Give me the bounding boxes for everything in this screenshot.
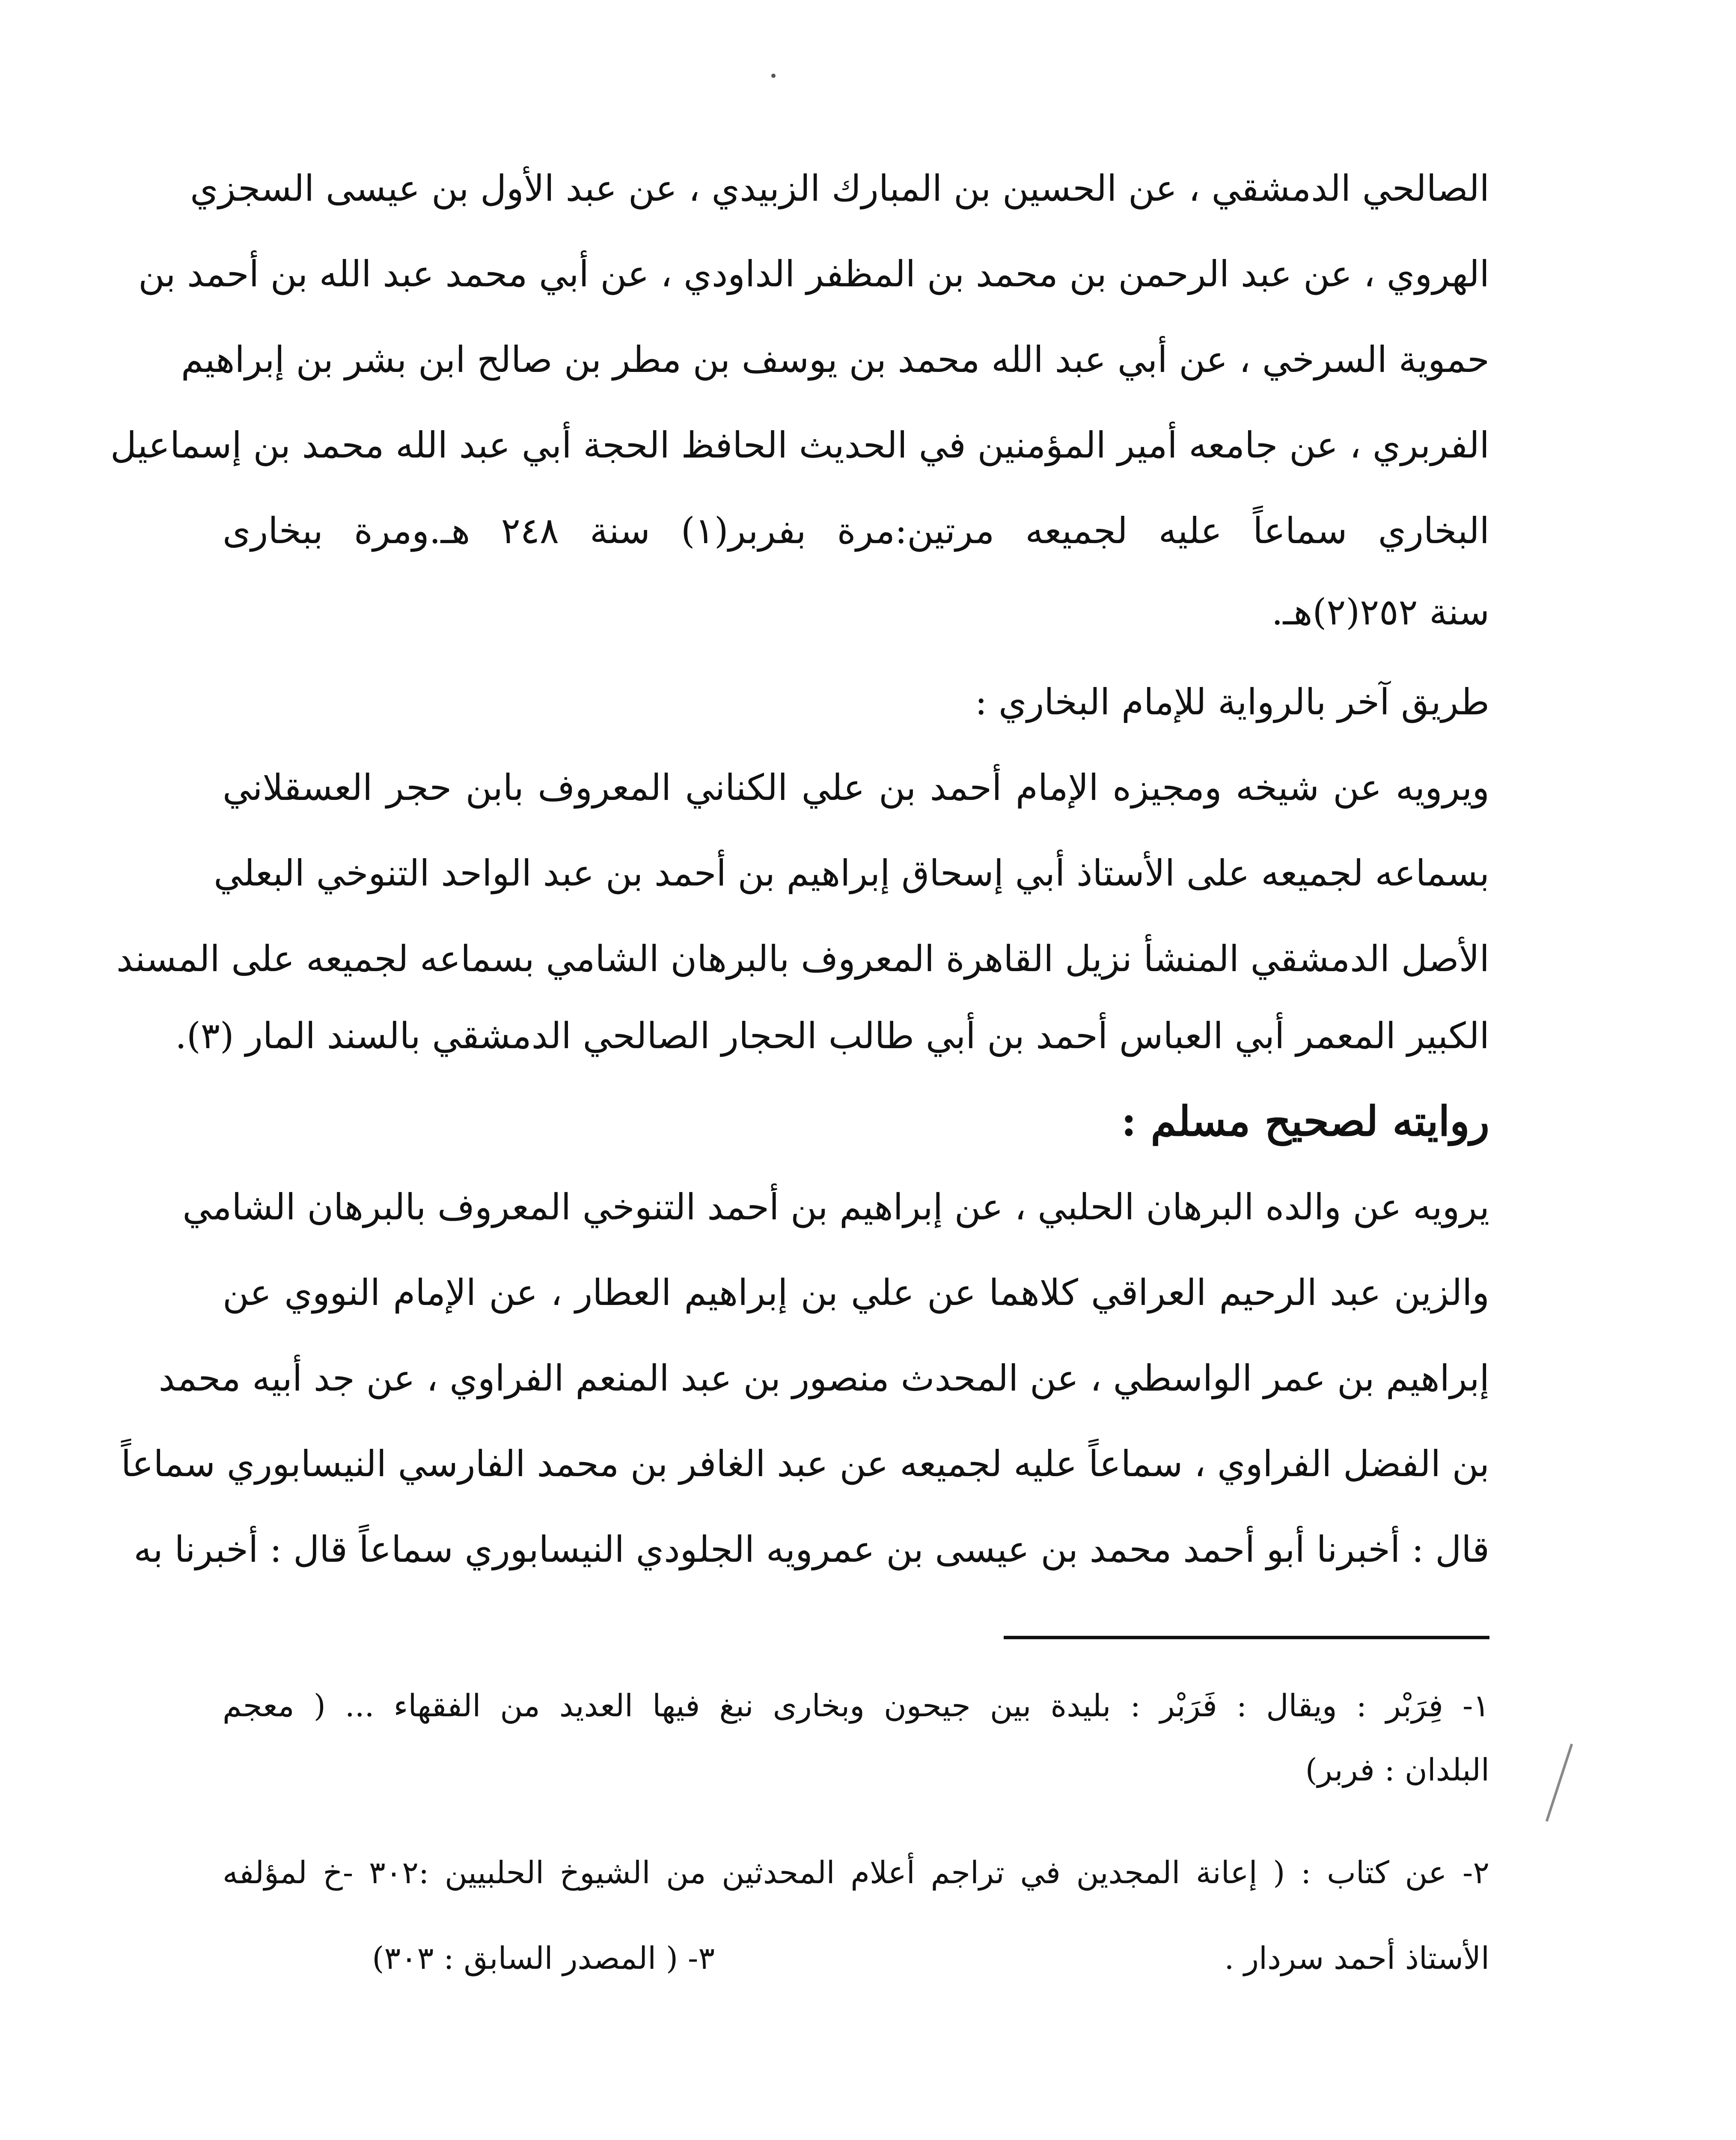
footnote-line: ٢- عن كتاب : ( إعانة المجدين في تراجم أعلام المحدثين من الشيوخ الحلبيين :٣٠٢ -خ لمؤلفه: [223, 1855, 1489, 1890]
footnote-separator: [1004, 1636, 1489, 1639]
footnote-line: الأستاذ أحمد سردار .: [1224, 1940, 1489, 1976]
footnote-3: ٣- ( المصدر السابق : ٣٠٣): [372, 1940, 715, 1976]
text-line: والزين عبد الرحيم العراقي كلاهما عن علي بن إبراهيم العطار ، عن الإمام النووي عن: [223, 1272, 1489, 1314]
text-line: إبراهيم بن عمر الواسطي ، عن المحدث منصور بن عبد المنعم الفراوي ، عن جد أبيه محمد: [158, 1357, 1489, 1399]
text-line: الفربري ، عن جامعه أمير المؤمنين في الحديث الحافظ الحجة أبي عبد الله محمد بن إسماعيل: [110, 424, 1489, 466]
text-line: حموية السرخي ، عن أبي عبد الله محمد بن يوسف بن مطر بن صالح ابن بشر بن إبراهيم: [181, 339, 1489, 380]
text-line: ويرويه عن شيخه ومجيزه الإمام أحمد بن علي الكناني المعروف بابن حجر العسقلاني: [223, 767, 1489, 808]
text-line: الأصل الدمشقي المنشأ نزيل القاهرة المعروف بالبرهان الشامي بسماعه لجميعه على المسند: [116, 938, 1489, 980]
text-line: قال : أخبرنا أبو أحمد محمد بن عيسى بن عمرويه الجلودي النيسابوري سماعاً قال : أخبرنا به: [134, 1528, 1489, 1570]
footnote-line: البلدان : فربر): [1305, 1752, 1489, 1788]
text-line: الصالحي الدمشقي ، عن الحسين بن المبارك الزبيدي ، عن عبد الأول بن عيسى السجزي: [190, 167, 1489, 209]
text-line: البخاري سماعاً عليه لجميعه مرتين:مرة بفربر(١) سنة ٢٤٨ هـ.ومرة ببخارى: [223, 510, 1489, 552]
text-line: بن الفضل الفراوي ، سماعاً عليه لجميعه عن عبد الغافر بن محمد الفارسي النيسابوري سماعاً: [121, 1443, 1489, 1485]
footnote-line: ١- فِرَبْر : ويقال : فَرَبْر : بليدة بين جيحون وبخارى نبغ فيها العديد من الفقهاء ... ( معجم: [223, 1688, 1489, 1724]
text-line: الكبير المعمر أبي العباس أحمد بن أبي طالب الحجار الصالحي الدمشقي بالسند المار (٣).: [175, 1015, 1489, 1057]
text-line: سنة ٢٥٢(٢)هـ.: [1271, 591, 1489, 633]
margin-mark: [1546, 1744, 1573, 1822]
section-title: طريق آخر بالرواية للإمام البخاري :: [975, 681, 1489, 723]
text-line: الهروي ، عن عبد الرحمن بن محمد بن المظفر الداودي ، عن أبي محمد عبد الله بن أحمد بن: [138, 253, 1489, 295]
text-line: يرويه عن والده البرهان الحلبي ، عن إبراهيم بن أحمد التنوخي المعروف بالبرهان الشامي: [182, 1186, 1489, 1228]
text-line: بسماعه لجميعه على الأستاذ أبي إسحاق إبراهيم بن أحمد بن عبد الواحد التنوخي البعلي: [214, 852, 1489, 894]
section-heading: روايته لصحيح مسلم :: [1121, 1097, 1489, 1145]
scan-speck: [771, 74, 776, 78]
